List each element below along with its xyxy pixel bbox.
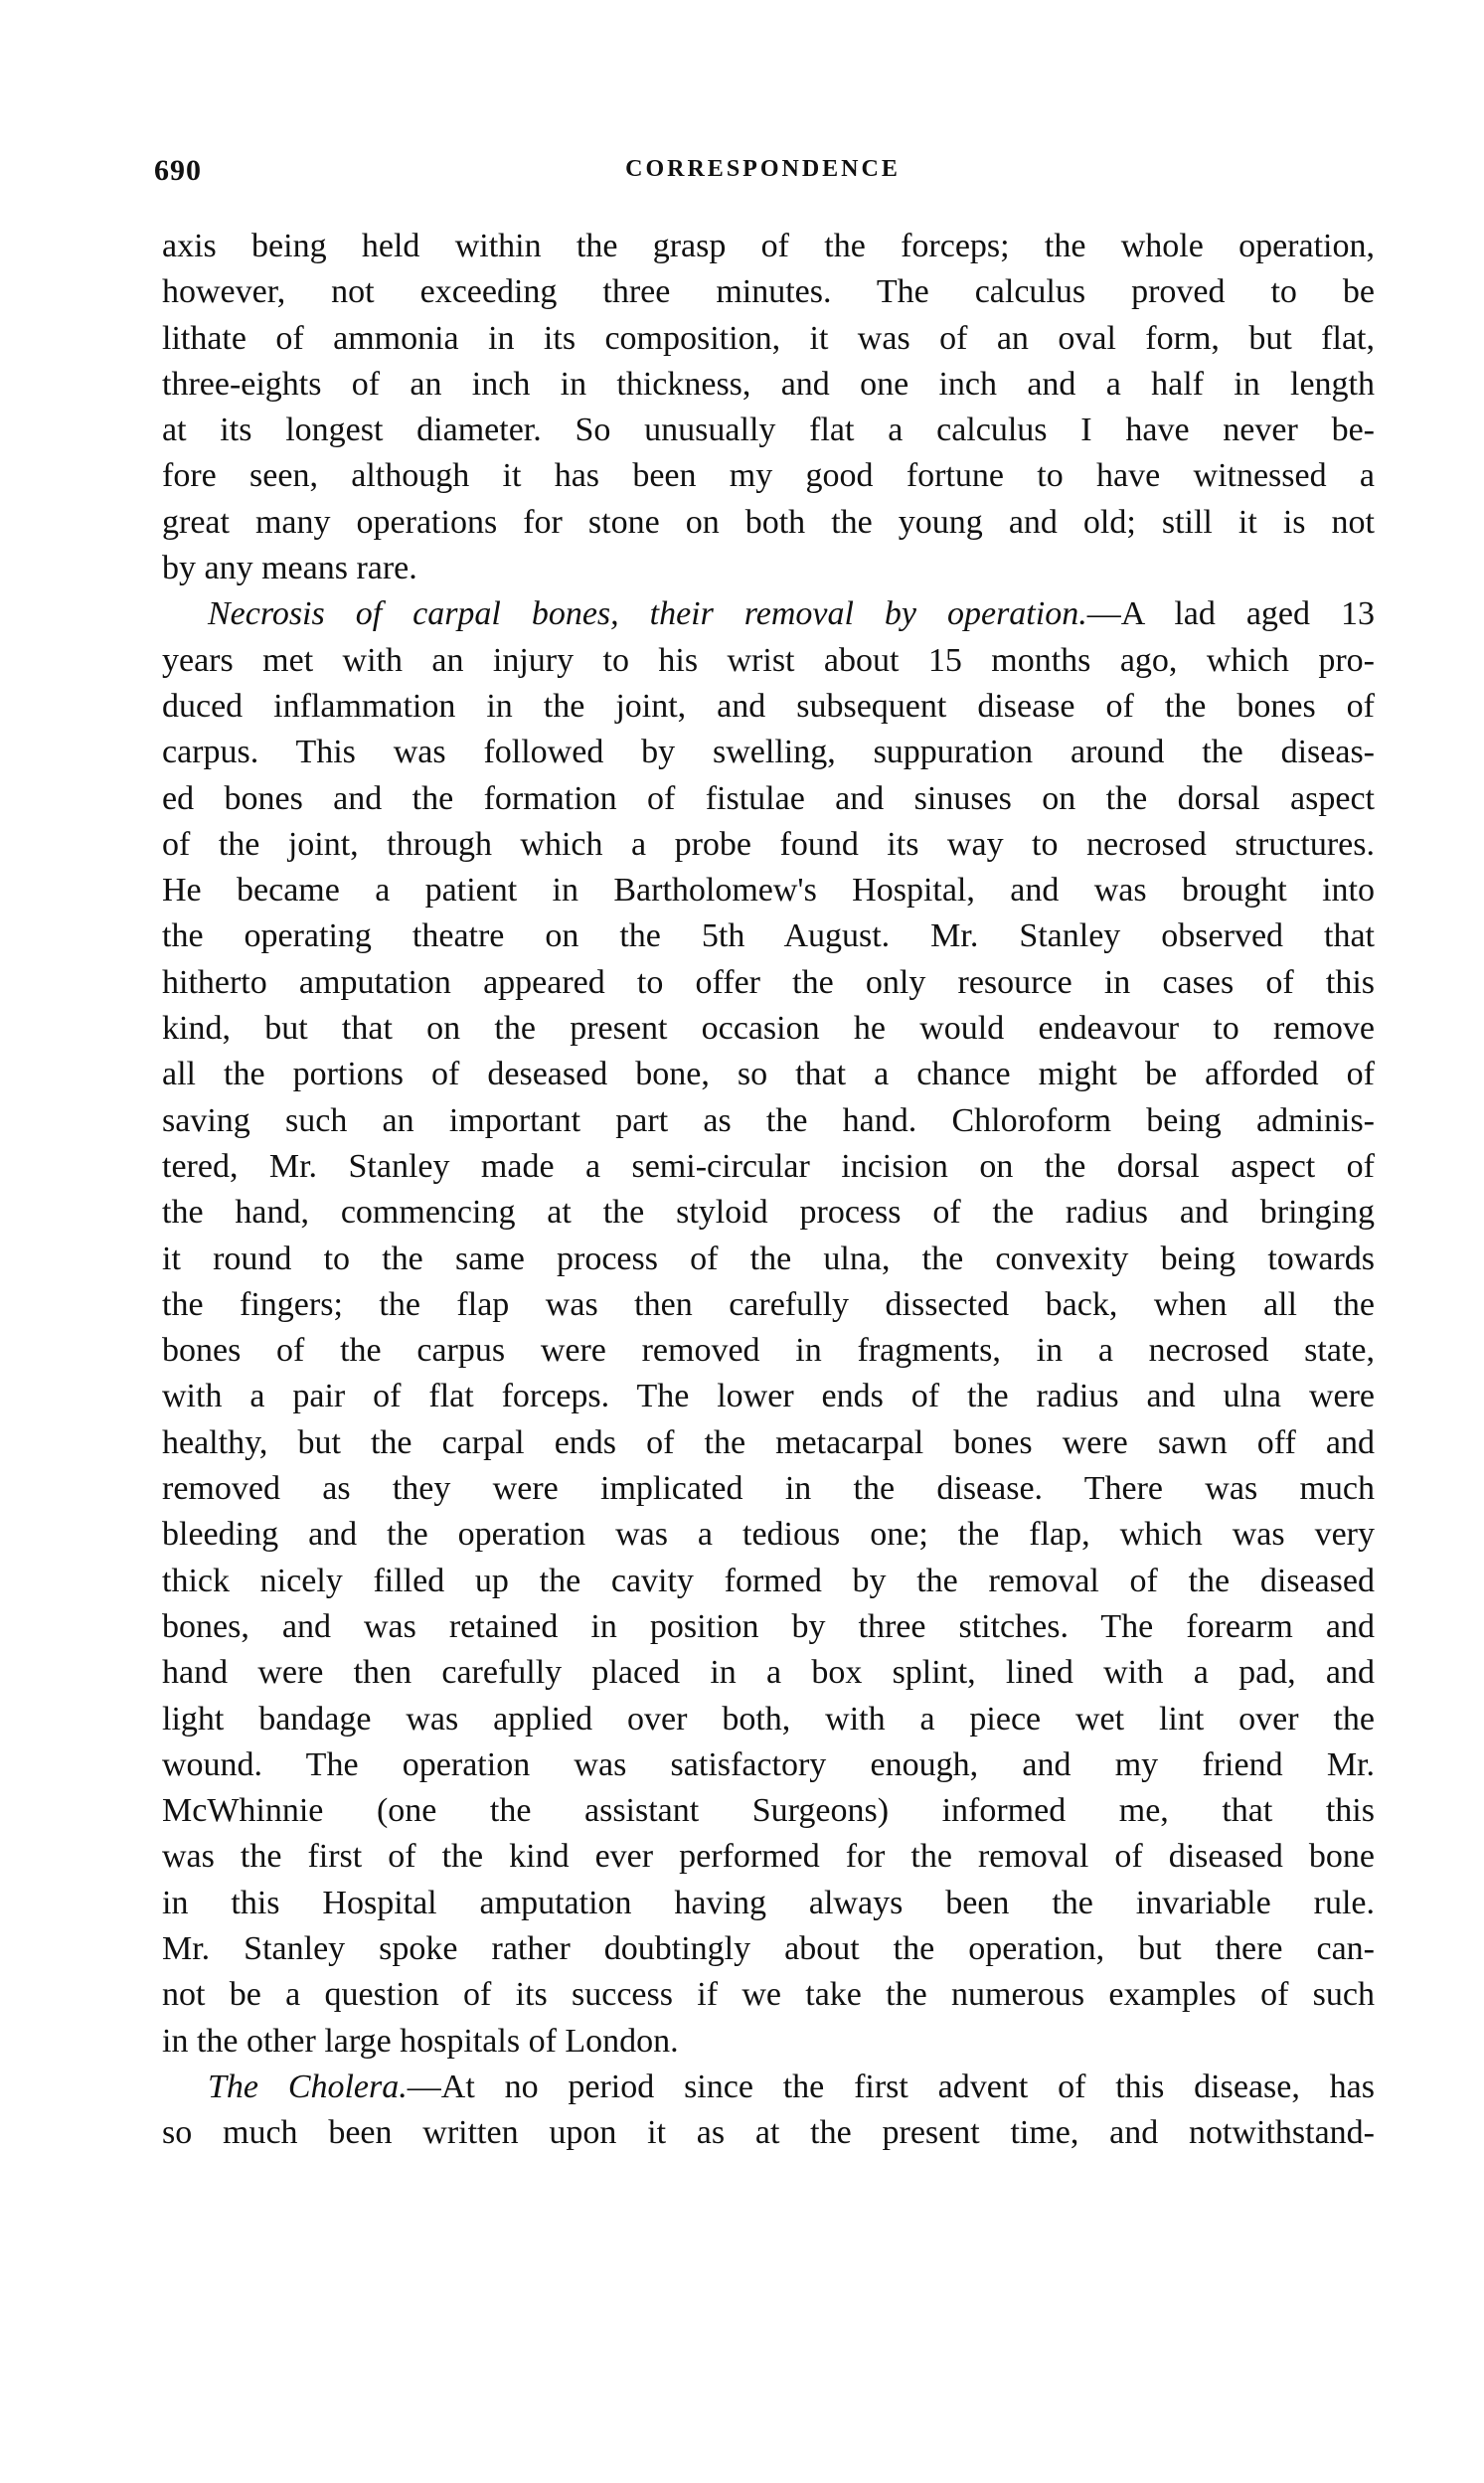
text-line: removed as they were implicated in the disease. There was much bbox=[162, 1470, 1375, 1508]
text-line: by any means rare. bbox=[162, 550, 417, 587]
text-line: saving such an important part as the hand. Chloroform being adminis- bbox=[162, 1101, 1375, 1139]
text-line: it round to the same process of the ulna, the convexity being towards bbox=[162, 1240, 1375, 1277]
text-line: in the other large hospitals of London. bbox=[162, 2022, 679, 2060]
text-line: with a pair of flat forceps. The lower ends of the radius and ulna were bbox=[162, 1378, 1375, 1415]
text-fragment: —At no period since the first advent of this disease, has bbox=[407, 2068, 1375, 2105]
text-fragment: —A lad aged 13 bbox=[1086, 595, 1375, 633]
text-line: hand were then carefully placed in a box splint, lined with a pad, and bbox=[162, 1654, 1375, 1692]
text-line: all the portions of deseased bone, so that a chance might be afforded of bbox=[162, 1056, 1375, 1093]
text-line: hitherto amputation appeared to offer the only resource in cases of this bbox=[162, 963, 1375, 1001]
text-line: duced inflammation in the joint, and subsequent disease of the bones of bbox=[162, 687, 1375, 725]
text-line: however, not exceeding three minutes. The calculus proved to be bbox=[162, 273, 1375, 311]
text-line: bones, and was retained in position by three stitches. The forearm and bbox=[162, 1607, 1375, 1645]
text-line: ed bones and the formation of fistulae and sinuses on the dorsal aspect bbox=[162, 779, 1375, 817]
paragraph-lead-line bbox=[162, 591, 1375, 637]
text-line: so much been written upon it as at the present time, and notwithstand- bbox=[162, 2114, 1375, 2152]
text-line: in this Hospital amputation having always been the invariable rule. bbox=[162, 1884, 1375, 1921]
text-line: lithate of ammonia in its composition, it was of an oval form, but flat, bbox=[162, 319, 1375, 357]
text-line: the operating theatre on the 5th August. Mr. Stanley observed that bbox=[162, 917, 1375, 955]
text-line: of the joint, through which a probe found its way to necrosed structures. bbox=[162, 825, 1375, 863]
body-text bbox=[162, 224, 1375, 2156]
page-header bbox=[154, 154, 1372, 194]
text-line: kind, but that on the present occasion he would endeavour to remove bbox=[162, 1010, 1375, 1048]
text-line: the hand, commencing at the styloid process of the radius and bringing bbox=[162, 1194, 1375, 1232]
section-heading-necrosis: Necrosis of carpal bones, their removal by operation. bbox=[208, 595, 1087, 633]
text-line: not be a question of its success if we take the numerous examples of such bbox=[162, 1976, 1375, 2014]
text-line: wound. The operation was satisfactory enough, and my friend Mr. bbox=[162, 1745, 1375, 1783]
page-number: 690 bbox=[154, 154, 202, 187]
text-line: bones of the carpus were removed in fragments, in a necrosed state, bbox=[162, 1332, 1375, 1370]
text-line: fore seen, although it has been my good fortune to have witnessed a bbox=[162, 457, 1375, 495]
text-line: great many operations for stone on both the young and old; still it is not bbox=[162, 503, 1375, 541]
paragraph-lead-line bbox=[162, 2065, 1375, 2110]
text-line: Mr. Stanley spoke rather doubtingly about the operation, but there can- bbox=[162, 1929, 1375, 1967]
text-line: thick nicely filled up the cavity formed by the removal of the diseased bbox=[162, 1562, 1375, 1599]
text-line: McWhinnie (one the assistant Surgeons) informed me, that this bbox=[162, 1792, 1375, 1830]
section-heading-cholera: The Cholera. bbox=[208, 2068, 408, 2105]
text-line: axis being held within the grasp of the forceps; the whole operation, bbox=[162, 228, 1375, 264]
text-line: He became a patient in Bartholomew's Hospital, and was brought into bbox=[162, 872, 1375, 910]
text-line: tered, Mr. Stanley made a semi-circular incision on the dorsal aspect of bbox=[162, 1147, 1375, 1185]
text-line: was the first of the kind ever performed for the removal of diseased bone bbox=[162, 1838, 1375, 1876]
text-line: years met with an injury to his wrist about 15 months ago, which pro- bbox=[162, 641, 1375, 679]
text-line: three-eights of an inch in thickness, and one inch and a half in length bbox=[162, 365, 1375, 403]
running-head: CORRESPONDENCE bbox=[625, 156, 901, 182]
text-line: the fingers; the flap was then carefully dissected back, when all the bbox=[162, 1285, 1375, 1323]
text-line: carpus. This was followed by swelling, suppuration around the diseas- bbox=[162, 734, 1375, 771]
text-line: at its longest diameter. So unusually flat a calculus I have never be- bbox=[162, 412, 1375, 449]
text-line: bleeding and the operation was a tedious one; the flap, which was very bbox=[162, 1516, 1375, 1554]
text-line: light bandage was applied over both, with a piece wet lint over the bbox=[162, 1700, 1375, 1738]
text-line: healthy, but the carpal ends of the metacarpal bones were sawn off and bbox=[162, 1423, 1375, 1461]
